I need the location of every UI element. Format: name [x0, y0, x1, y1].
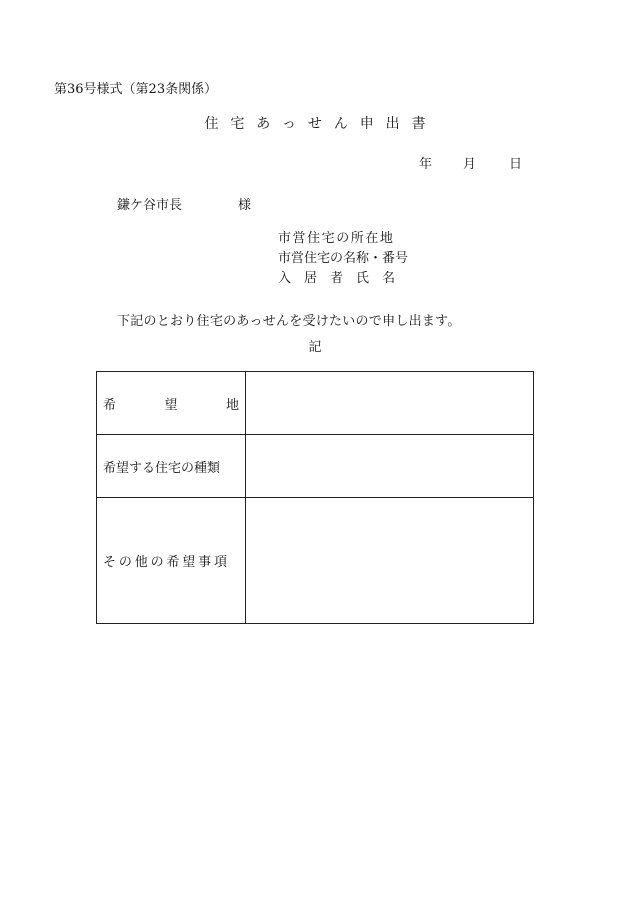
year-label: 年 — [419, 157, 433, 172]
document-title: 住宅あっせん申出書 — [204, 116, 438, 132]
note-heading: 記 — [308, 340, 322, 355]
applicant-housing-name-label: 市営住宅の名称・番号 — [278, 251, 409, 266]
day-label: 日 — [509, 157, 523, 172]
other-requests-label: その他の希望事項 — [97, 498, 246, 624]
table-row-desired-area — [97, 372, 534, 435]
addressee-name: 鎌ケ谷市長 — [117, 198, 183, 213]
date-line — [419, 153, 522, 172]
addressee-honorific: 様 — [238, 198, 252, 213]
addressee — [117, 194, 251, 213]
form-number: 第36号様式（第23条関係） — [54, 82, 218, 97]
applicant-address-label: 市営住宅の所在地 — [278, 231, 395, 246]
desired-area-label — [97, 372, 246, 435]
desired-area-field[interactable] — [246, 372, 534, 435]
desired-area-char: 希 — [103, 397, 117, 413]
applicant-resident-label: 入居者氏名 — [278, 271, 409, 286]
request-table — [96, 371, 534, 624]
table-row-housing-type — [97, 435, 534, 498]
desired-area-char: 望 — [164, 397, 178, 413]
request-text: 下記のとおり住宅のあっせんを受けたいので申し出ます。 — [117, 314, 461, 329]
other-requests-field[interactable] — [246, 498, 534, 624]
month-label: 月 — [463, 157, 477, 172]
housing-type-label: 希望する住宅の種類 — [97, 435, 246, 498]
applicant-block — [278, 229, 420, 289]
desired-area-char: 地 — [225, 397, 239, 413]
housing-type-field[interactable] — [246, 435, 534, 498]
table-row-other-requests — [97, 498, 534, 624]
